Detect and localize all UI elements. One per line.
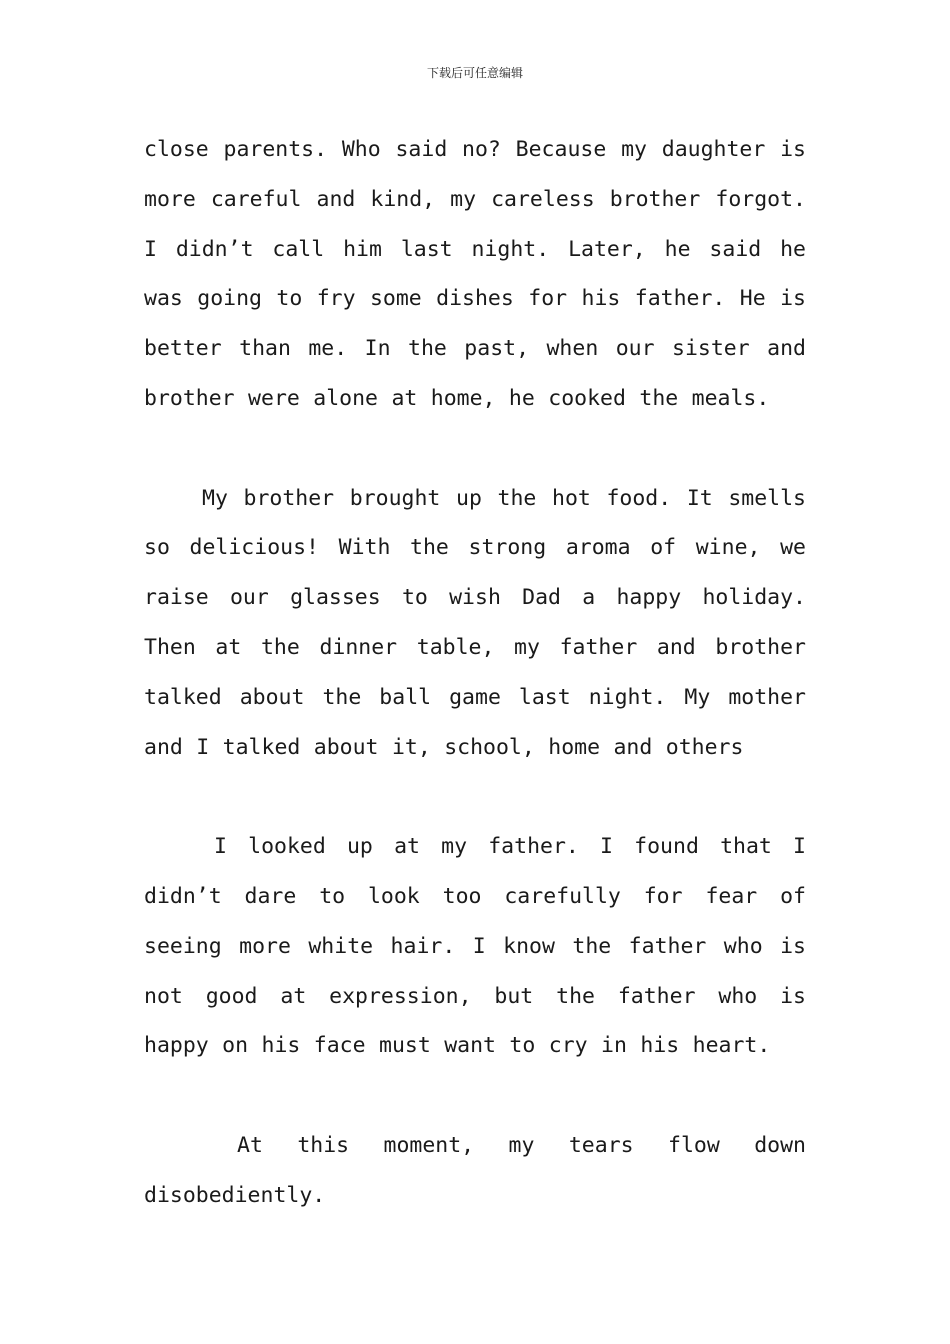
paragraph-3: I looked up at my father. I found that I didn’t dare to look too carefully for fear of seeing more white hair. I know the father who is not good at expression, but the father who is happy on his face must want to cry in his heart. xyxy=(144,834,806,1059)
paragraph-2: My brother brought up the hot food. It smells so delicious! With the strong aroma of wine, we raise our glasses to wish Dad a happy holiday. Then at the dinner table, my father and brother talked about the ball game last night. My mother and I talked about it, school, home and others xyxy=(144,485,806,760)
document-body xyxy=(144,125,806,1221)
page-header-note: 下载后可任意编辑 xyxy=(426,66,523,80)
paragraph-1: close parents. Who said no? Because my daughter is more careful and kind, my careless brother forgot. I didn’t call him last night. Later, he said he was going to fry some dishes for his father. He is better than me. In the past, when our sister and brother were alone at home, he cooked the meals. xyxy=(144,137,806,411)
paragraph-4: At this moment, my tears flow down disobediently. xyxy=(144,1132,806,1208)
